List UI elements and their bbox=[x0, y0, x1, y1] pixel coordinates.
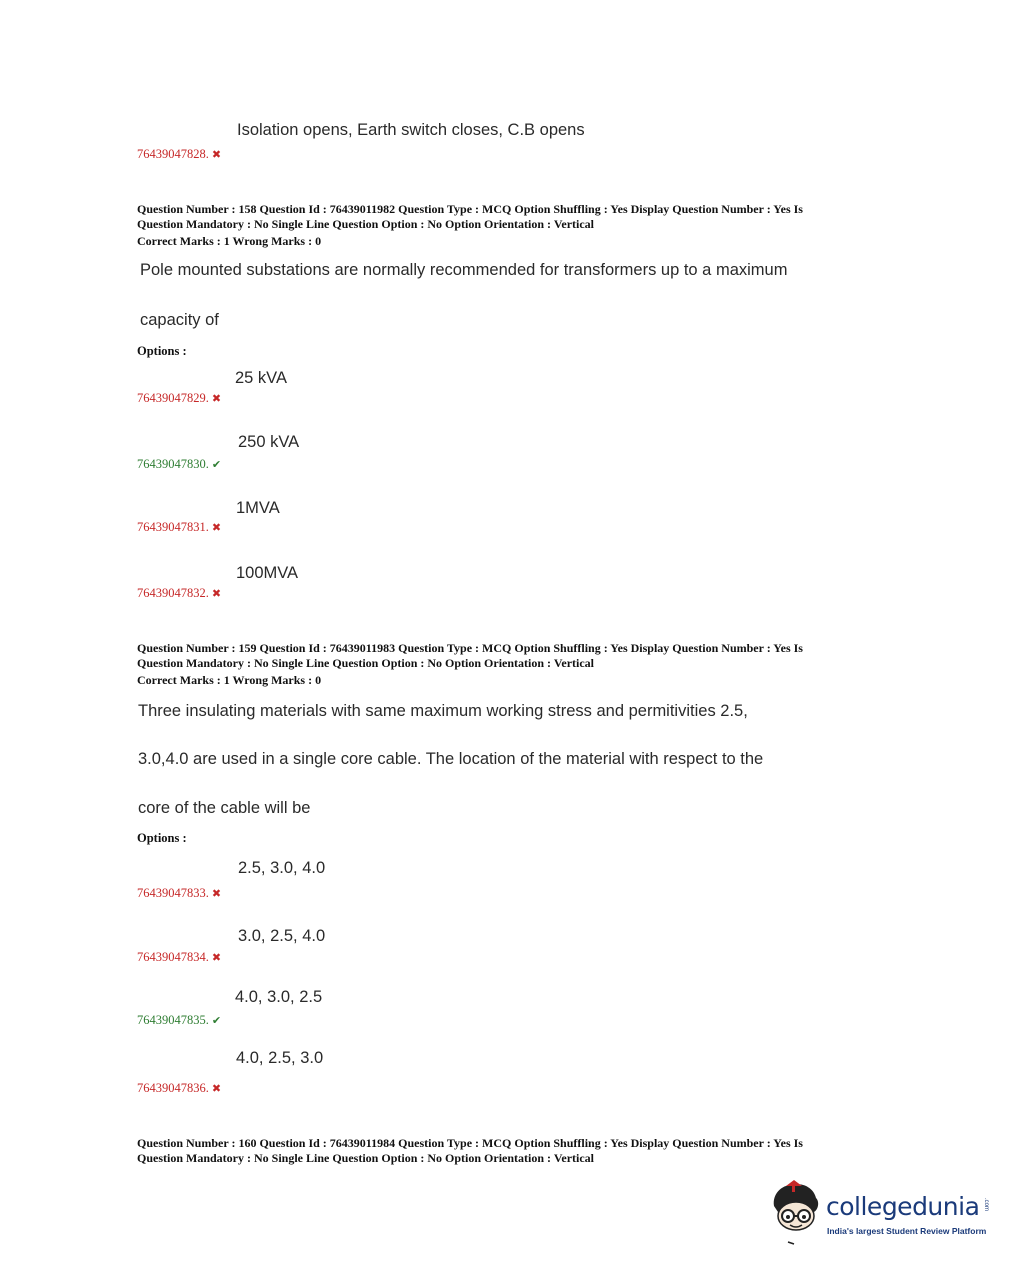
logo-wordmark: collegedunia bbox=[826, 1192, 980, 1221]
option-id bbox=[137, 950, 221, 965]
options-label: Options : bbox=[137, 831, 187, 845]
question-text: 3.0,4.0 are used in a single core cable. The location of the material with respect to the bbox=[138, 750, 764, 768]
option-id-text: 76439047834. bbox=[137, 950, 209, 964]
option-id-text: 76439047836. bbox=[137, 1081, 209, 1095]
wrong-mark-icon: ✖ bbox=[211, 1082, 222, 1095]
option-text: 250 kVA bbox=[238, 433, 300, 451]
wrong-mark-icon: ✖ bbox=[211, 951, 222, 964]
option-text: 1MVA bbox=[236, 499, 280, 517]
question-text: Three insulating materials with same maximum working stress and permitivities 2.5, bbox=[138, 702, 748, 720]
option-text: 4.0, 3.0, 2.5 bbox=[235, 988, 323, 1006]
wrong-mark-icon: ✖ bbox=[211, 887, 222, 900]
option-id-text: 76439047829. bbox=[137, 391, 209, 405]
option-text: 100MVA bbox=[236, 564, 299, 582]
option-id bbox=[137, 886, 221, 901]
question-meta-line: Question Number : 160 Question Id : 76439011984 Question Type : MCQ Option Shuffling : Yes Display Question Number : Yes Is bbox=[137, 1136, 803, 1150]
wrong-mark-icon: ✖ bbox=[211, 392, 222, 405]
option-id-text: 76439047828. bbox=[137, 147, 209, 161]
question-meta bbox=[137, 641, 897, 671]
option-id bbox=[137, 391, 221, 406]
option-id bbox=[137, 586, 221, 601]
question-meta-line: Question Mandatory : No Single Line Question Option : No Option Orientation : Vertical bbox=[137, 656, 595, 670]
option-text: Isolation opens, Earth switch closes, C.B opens bbox=[237, 121, 585, 139]
question-meta-line: Question Mandatory : No Single Line Question Option : No Option Orientation : Vertical bbox=[137, 217, 595, 231]
wrong-mark-icon: ✖ bbox=[211, 148, 222, 161]
option-id-text: 76439047835. bbox=[137, 1013, 209, 1027]
option-id-text: 76439047831. bbox=[137, 520, 209, 534]
option-id bbox=[137, 457, 221, 472]
logo-tagline: India's largest Student Review Platform bbox=[827, 1226, 987, 1236]
question-marks: Correct Marks : 1 Wrong Marks : 0 bbox=[137, 673, 322, 687]
wrong-mark-icon: ✖ bbox=[211, 587, 222, 600]
question-text: capacity of bbox=[140, 311, 219, 329]
option-text: 3.0, 2.5, 4.0 bbox=[238, 927, 326, 945]
question-meta bbox=[137, 1136, 897, 1166]
question-text: Pole mounted substations are normally recommended for transformers up to a maximum bbox=[140, 261, 788, 279]
question-marks: Correct Marks : 1 Wrong Marks : 0 bbox=[137, 234, 322, 248]
option-text: 4.0, 2.5, 3.0 bbox=[236, 1049, 324, 1067]
option-id bbox=[137, 147, 221, 162]
option-id bbox=[137, 1081, 221, 1096]
collegedunia-logo bbox=[768, 1180, 993, 1250]
logo-suffix: .com bbox=[983, 1198, 989, 1212]
option-id-text: 76439047832. bbox=[137, 586, 209, 600]
question-meta-line: Question Number : 158 Question Id : 76439011982 Question Type : MCQ Option Shuffling : Yes Display Question Number : Yes Is bbox=[137, 202, 803, 216]
correct-check-icon: ✔ bbox=[211, 1014, 222, 1027]
question-text: core of the cable will be bbox=[138, 799, 311, 817]
options-label: Options : bbox=[137, 344, 187, 358]
option-id-text: 76439047830. bbox=[137, 457, 209, 471]
question-meta-line: Question Mandatory : No Single Line Question Option : No Option Orientation : Vertical bbox=[137, 1151, 595, 1165]
option-text: 2.5, 3.0, 4.0 bbox=[238, 859, 326, 877]
option-id bbox=[137, 520, 221, 535]
option-id-text: 76439047833. bbox=[137, 886, 209, 900]
option-text: 25 kVA bbox=[235, 369, 287, 387]
question-meta-line: Question Number : 159 Question Id : 76439011983 Question Type : MCQ Option Shuffling : Yes Display Question Number : Yes Is bbox=[137, 641, 803, 655]
wrong-mark-icon: ✖ bbox=[211, 521, 222, 534]
correct-check-icon: ✔ bbox=[211, 458, 222, 471]
mascot-icon bbox=[768, 1180, 824, 1246]
option-id bbox=[137, 1013, 221, 1028]
question-meta bbox=[137, 202, 897, 232]
